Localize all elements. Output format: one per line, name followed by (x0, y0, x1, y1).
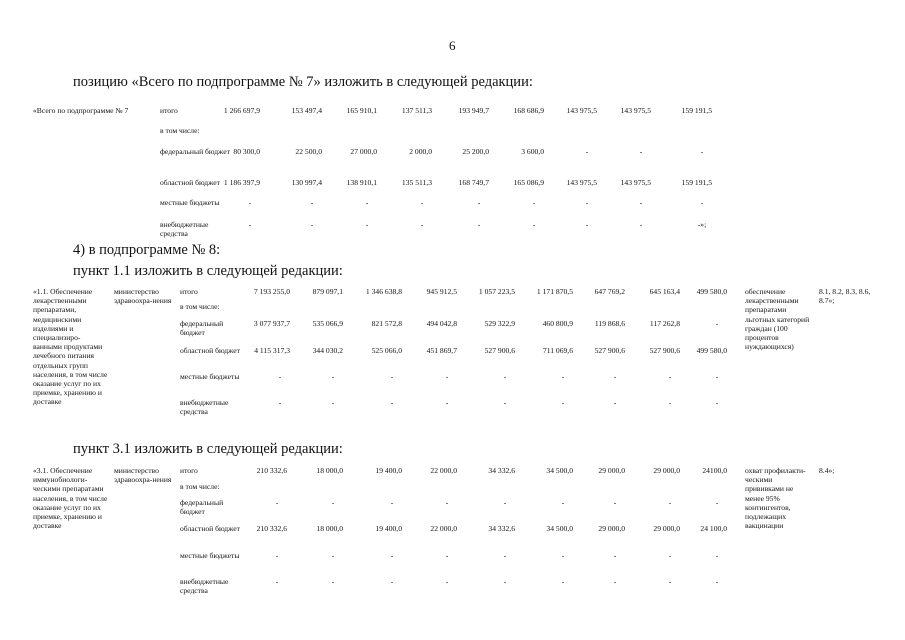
table-cell: 210 332,6 (256, 524, 287, 533)
table-cell: - (420, 198, 424, 207)
table-cell: - (668, 372, 672, 381)
table-cell: - (715, 372, 719, 381)
heading-item-1-1: пункт 1.1 изложить в следующей редакции: (73, 263, 343, 279)
table-cell: 7 193 255,0 (253, 287, 290, 296)
block1-name: «Всего по подпрограмме № 7 (33, 106, 129, 115)
table-cell: - (445, 577, 449, 586)
table-cell: 24100,0 (702, 466, 727, 475)
table-cell: - (390, 498, 394, 507)
table-cell: 527 900,6 (484, 346, 515, 355)
row-label: в том числе: (180, 302, 220, 311)
table-cell: - (248, 220, 252, 229)
block3-refs: 8.4»; (819, 466, 835, 475)
table-cell: 34 500,0 (546, 466, 573, 475)
table-cell: 535 066,9 (312, 319, 343, 328)
table-cell: - (331, 551, 335, 560)
table-cell: - (248, 198, 252, 207)
table-cell: 165 910,1 (346, 106, 377, 115)
table-cell: 130 997,4 (291, 178, 322, 187)
table-cell: 1 171 870,5 (536, 287, 573, 296)
block2-indicator: обеспечение лекарственными препаратами льготных категорий граждан (100 процентов нуждающихся) (745, 287, 810, 352)
table-cell: 29 000,0 (598, 466, 625, 475)
table-cell: - (331, 577, 335, 586)
table-cell: - (310, 198, 314, 207)
table-cell: - (503, 372, 507, 381)
table-cell: - (715, 551, 719, 560)
table-cell: - (390, 398, 394, 407)
block3-indicator: охват профилакти-ческими прививками не менее 95% контингентов, подлежащих вакцинации (745, 466, 806, 531)
table-cell: - (503, 398, 507, 407)
table-cell: - (390, 551, 394, 560)
row-label: итого (180, 287, 198, 296)
table-cell: - (278, 398, 282, 407)
table-cell: - (561, 577, 565, 586)
table-cell: 143 975,5 (620, 106, 651, 115)
table-cell: 22 500,0 (295, 147, 322, 156)
table-cell: 18 000,0 (316, 466, 343, 475)
table-cell: - (532, 220, 536, 229)
table-cell: - (585, 220, 589, 229)
table-cell: - (639, 198, 643, 207)
block2-executor: министерство здравоохра-нения (114, 287, 172, 306)
table-cell: 499 580,0 (696, 287, 727, 296)
table-cell: - (331, 398, 335, 407)
table-cell: 34 332,6 (488, 466, 515, 475)
table-cell: - (445, 498, 449, 507)
table-cell: 143 975,5 (566, 178, 597, 187)
table-cell: - (390, 577, 394, 586)
table-cell: 494 042,8 (426, 319, 457, 328)
table-cell: 945 912,5 (426, 287, 457, 296)
table-cell: - (503, 551, 507, 560)
table-cell: 22 000,0 (430, 524, 457, 533)
table-cell: - (503, 577, 507, 586)
table-cell: 138 910,1 (346, 178, 377, 187)
table-cell: - (639, 147, 643, 156)
table-cell: - (275, 577, 279, 586)
table-cell: 711 069,6 (542, 346, 573, 355)
table-cell: 143 975,5 (566, 106, 597, 115)
table-cell: 3 077 937,7 (253, 319, 290, 328)
table-cell: -»; (697, 220, 707, 229)
table-cell: 159 191,5 (681, 106, 712, 115)
table-cell: 344 030,2 (312, 346, 343, 355)
table-cell: 529 322,9 (484, 319, 515, 328)
row-label: федеральный бюджет (180, 498, 224, 517)
table-cell: - (365, 198, 369, 207)
table-cell: 117 262,8 (649, 319, 680, 328)
row-label: внебюджетные средства (160, 220, 209, 239)
table-cell: 879 097,1 (312, 287, 343, 296)
table-cell: 135 511,3 (401, 178, 432, 187)
row-label: федеральный бюджет (160, 147, 230, 156)
table-cell: - (700, 147, 704, 156)
table-cell: - (613, 398, 617, 407)
block2-refs: 8.1, 8.2, 8.3, 8.6, 8.7»; (819, 287, 871, 306)
table-cell: - (278, 372, 282, 381)
table-cell: 1 266 697,9 (223, 106, 260, 115)
table-cell: - (420, 220, 424, 229)
table-cell: 451 869,7 (426, 346, 457, 355)
table-cell: 159 191,5 (681, 178, 712, 187)
block3-executor: министерство здравоохра-нения (114, 466, 172, 485)
row-label: областной бюджет (160, 178, 220, 187)
table-cell: 119 868,6 (594, 319, 625, 328)
table-cell: - (477, 198, 481, 207)
row-label: в том числе: (180, 482, 220, 491)
page-number: 6 (449, 38, 456, 53)
table-cell: - (445, 372, 449, 381)
table-cell: - (668, 551, 672, 560)
table-cell: 4 115 317,3 (254, 346, 290, 355)
row-label: местные бюджеты (180, 551, 240, 560)
table-cell: 29 000,0 (653, 524, 680, 533)
table-cell: 527 900,6 (594, 346, 625, 355)
table-cell: 1 186 397,9 (223, 178, 260, 187)
row-label: итого (160, 106, 178, 115)
table-cell: 1 057 223,5 (478, 287, 515, 296)
table-cell: - (561, 372, 565, 381)
row-label: внебюджетные средства (180, 398, 229, 417)
row-label: итого (180, 466, 198, 475)
table-cell: - (445, 551, 449, 560)
table-cell: - (668, 398, 672, 407)
table-cell: - (331, 372, 335, 381)
table-cell: - (561, 498, 565, 507)
heading-subprogram-8: 4) в подпрограмме № 8: (73, 242, 221, 258)
table-cell: - (668, 577, 672, 586)
table-cell: 25 200,0 (462, 147, 489, 156)
table-cell: - (585, 147, 589, 156)
table-cell: 22 000,0 (430, 466, 457, 475)
block3-name: «3.1. Обеспечение иммунобиологи-ческими препаратами населения, в том числе оказание услуг по их приемке, хранению и доставке (33, 466, 108, 531)
row-label: местные бюджеты (160, 198, 220, 207)
table-cell: - (275, 551, 279, 560)
table-cell: - (310, 220, 314, 229)
table-cell: - (390, 372, 394, 381)
table-cell: 34 332,6 (488, 524, 515, 533)
table-cell: 27 000,0 (350, 147, 377, 156)
table-cell: 29 000,0 (598, 524, 625, 533)
table-cell: 525 066,0 (371, 346, 402, 355)
table-cell: 647 769,2 (594, 287, 625, 296)
row-label: местные бюджеты (180, 372, 240, 381)
table-cell: - (715, 398, 719, 407)
table-cell: 499 580,0 (696, 346, 727, 355)
table-cell: 168 686,9 (513, 106, 544, 115)
row-label: областной бюджет (180, 524, 240, 533)
table-cell: - (561, 398, 565, 407)
table-cell: - (613, 372, 617, 381)
table-cell: - (331, 498, 335, 507)
table-cell: - (639, 220, 643, 229)
table-cell: 460 800,9 (542, 319, 573, 328)
table-cell: - (561, 551, 565, 560)
table-cell: 19 400,0 (375, 524, 402, 533)
table-cell: 1 346 638,8 (365, 287, 402, 296)
table-cell: 18 000,0 (316, 524, 343, 533)
table-cell: 34 500,0 (546, 524, 573, 533)
table-cell: 19 400,0 (375, 466, 402, 475)
table-cell: - (715, 319, 719, 328)
table-cell: - (365, 220, 369, 229)
table-cell: 165 086,9 (513, 178, 544, 187)
row-label: федеральный бюджет (180, 319, 224, 338)
table-cell: 3 600,0 (521, 147, 544, 156)
table-cell: 153 497,4 (291, 106, 322, 115)
table-cell: 193 949,7 (458, 106, 489, 115)
table-cell: - (477, 220, 481, 229)
table-cell: 821 572,8 (371, 319, 402, 328)
table-cell: - (503, 498, 507, 507)
heading-subprogram-7: позицию «Всего по подпрограмме № 7» изложить в следующей редакции: (73, 74, 533, 90)
table-cell: - (613, 577, 617, 586)
table-cell: 2 000,0 (409, 147, 432, 156)
row-label: в том числе: (160, 126, 200, 135)
row-label: областной бюджет (180, 346, 240, 355)
table-cell: - (613, 551, 617, 560)
table-cell: - (668, 498, 672, 507)
table-cell: 80 300,0 (233, 147, 260, 156)
table-cell: - (613, 498, 617, 507)
table-cell: 29 000,0 (653, 466, 680, 475)
table-cell: - (585, 198, 589, 207)
table-cell: 210 332,6 (256, 466, 287, 475)
table-cell: 645 163,4 (649, 287, 680, 296)
table-cell: - (715, 498, 719, 507)
table-cell: - (445, 398, 449, 407)
table-cell: 143 975,5 (620, 178, 651, 187)
table-cell: - (715, 577, 719, 586)
table-cell: 24 100,0 (700, 524, 727, 533)
table-cell: - (275, 498, 279, 507)
row-label: внебюджетные средства (180, 577, 229, 596)
table-cell: 527 900,6 (649, 346, 680, 355)
table-cell: 168 749,7 (458, 178, 489, 187)
table-cell: - (532, 198, 536, 207)
table-cell: - (700, 198, 704, 207)
table-cell: 137 511,3 (401, 106, 432, 115)
block2-name: «1.1. Обеспечение лекарственными препаратами, медицинскими изделиями и специализиро-ванными продуктами лечебного питания отдельных групп населения, в том числе оказание услуг по их приемке, хранению и доставке (33, 287, 108, 407)
heading-item-3-1: пункт 3.1 изложить в следующей редакции: (73, 441, 343, 457)
